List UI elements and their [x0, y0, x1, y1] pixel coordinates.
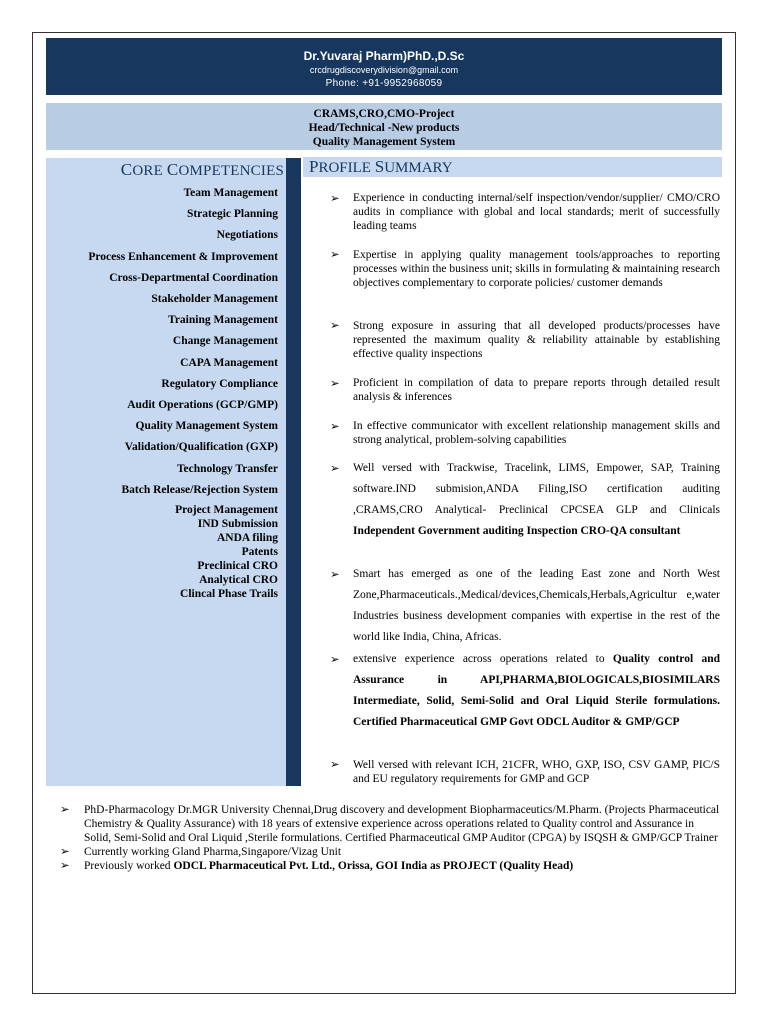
- bullet-arrow-icon: ➢: [330, 421, 340, 433]
- competency-item: Regulatory Compliance: [161, 378, 278, 390]
- profile-bullet-6: Well versed with Trackwise, Tracelink, LIMS, Empower, SAP, Training software.IND submision,ANDA Filing,ISO certification auditing ,CRAMS,CRO Analytical- Preclinical CPCSEA GLP and Clinicals Independent Government auditing Inspection CRO-QA consultant: [353, 462, 720, 537]
- competency-item: Strategic Planning: [186, 208, 278, 220]
- competency-item: Stakeholder Management: [151, 293, 278, 305]
- title-line-2: Head/Technical -New products: [308, 122, 460, 134]
- profile-bullet-7: Smart has emerged as one of the leading East zone and North West Zone,Pharmaceuticals.,Medical/devices,Chemicals,Herbals,Agricultur e,water Industries business development companies with expertise in the rest of the world like India, China, Africas.: [353, 568, 720, 643]
- bullet-arrow-icon: ➢: [330, 569, 340, 581]
- competency-item: Audit Operations (GCP/GMP): [127, 399, 278, 411]
- competency-item: CAPA Management: [180, 357, 278, 369]
- competency-item: Team Management: [183, 187, 278, 199]
- profile-bullet-4: Proficient in compilation of data to prepare reports through detailed result analysis & inferences: [353, 377, 720, 403]
- previous-employer: ODCL Pharmaceutical Pvt. Ltd., Orissa, GOI India as PROJECT (Quality Head): [173, 860, 574, 872]
- bullet-arrow-icon: ➢: [60, 860, 70, 872]
- phone-number: Phone: +91-9952968059: [325, 78, 443, 89]
- column-divider: [286, 158, 301, 786]
- title-line-1: CRAMS,CRO,CMO-Project: [313, 108, 455, 120]
- education-text: PhD-Pharmacology Dr.MGR University Chennai,Drug discovery and development Biopharmaceutics/M.Pharm. (Projects Pharmaceutical Chemistry & Quality Assurance) with 18 years of extensive experience across operations related to Quality control and Assurance in Solid, Semi-Solid and Oral Liquid ,Sterile formulations. Certified Pharmaceutical GMP Auditor (CPGA) by ISQSH & GMP/GCP Trainer: [84, 804, 720, 844]
- bullet-arrow-icon: ➢: [60, 846, 70, 858]
- competency-item: Quality Management System: [135, 420, 278, 432]
- resume-header: [46, 38, 722, 95]
- bullet-arrow-icon: ➢: [330, 320, 340, 332]
- bullet-arrow-icon: ➢: [330, 759, 340, 771]
- bullet-arrow-icon: ➢: [330, 193, 340, 205]
- education-item: [60, 803, 722, 845]
- candidate-name: Dr.Yuvaraj Pharm)PhD.,D.Sc: [303, 49, 465, 63]
- core-competencies-panel: [46, 158, 286, 786]
- previous-employment-item: ➢ Previously worked ODCL Pharmaceutical Pvt. Ltd., Orissa, GOI India as PROJECT (Quality Head): [60, 860, 574, 872]
- competency-item: Clincal Phase Trails: [180, 588, 278, 600]
- bullet-arrow-icon: ➢: [330, 249, 340, 261]
- job-title-banner: [46, 103, 722, 150]
- core-competencies-heading: CORE COMPETENCIES: [120, 160, 284, 179]
- competency-item: Validation/Qualification (GXP): [124, 441, 278, 453]
- profile-bullet-1: Experience in conducting internal/self inspection/vendor/supplier/ CMO/CRO audits in compliance with global and local standards; merit of successfully leading teams: [353, 192, 720, 232]
- competency-item: Training Management: [168, 314, 278, 326]
- competency-item: Process Enhancement & Improvement: [88, 251, 278, 263]
- competency-item: Cross-Departmental Coordination: [109, 272, 278, 284]
- competency-item: Project Management: [175, 504, 278, 516]
- profile-bullet-9: Well versed with relevant ICH, 21CFR, WHO, GXP, ISO, CSV GAMP, PIC/S and EU regulatory requirements for GMP and GCP: [353, 759, 720, 785]
- bullet-arrow-icon: ➢: [330, 378, 340, 390]
- competency-item: Change Management: [172, 335, 278, 347]
- title-line-3: Quality Management System: [312, 136, 456, 148]
- bullet-arrow-icon: ➢: [330, 463, 340, 475]
- competency-item: Analytical CRO: [199, 574, 278, 586]
- competency-item: IND Submission: [197, 518, 278, 530]
- bullet-arrow-icon: ➢: [60, 804, 70, 816]
- competency-item: Negotiations: [216, 229, 278, 241]
- current-employment-item: [60, 845, 722, 859]
- email-address: crcdrugdiscoverydivision@gmail.com: [309, 65, 459, 75]
- competency-item: Patents: [241, 546, 278, 558]
- competency-item: ANDA filing: [216, 532, 278, 544]
- bullet-arrow-icon: ➢: [330, 654, 340, 666]
- current-employment-text: Currently working Gland Pharma,Singapore/Vizag Unit: [84, 846, 342, 858]
- profile-summary-heading: PROFILE SUMMARY: [303, 157, 722, 177]
- profile-bullet-3: Strong exposure in assuring that all developed products/processes have represented the maximum quality & reliability attainable by establishing effective quality inspections: [353, 320, 720, 360]
- profile-bullet-8: extensive experience across operations related to Quality control and Assurance in API,PHARMA,BIOLOGICALS,BIOSIMILARS Intermediate, Solid, Semi-Solid and Oral Liquid Sterile formulations. Certified Pharmaceutical GMP Govt ODCL Auditor & GMP/GCP: [353, 653, 720, 728]
- competency-item: Preclinical CRO: [197, 560, 278, 572]
- profile-bullet-2: Expertise in applying quality management tools/approaches to reporting processes within the business unit; skills in formulating & maintaining research objectives complementary to corporate policies/ customer demands: [353, 249, 720, 289]
- competency-item: Batch Release/Rejection System: [121, 484, 278, 496]
- profile-bullet-5: In effective communicator with excellent relationship management skills and strong analytical, problem-solving capabilities: [353, 420, 720, 446]
- education-experience-section: [60, 803, 722, 873]
- competency-item: Technology Transfer: [176, 463, 278, 475]
